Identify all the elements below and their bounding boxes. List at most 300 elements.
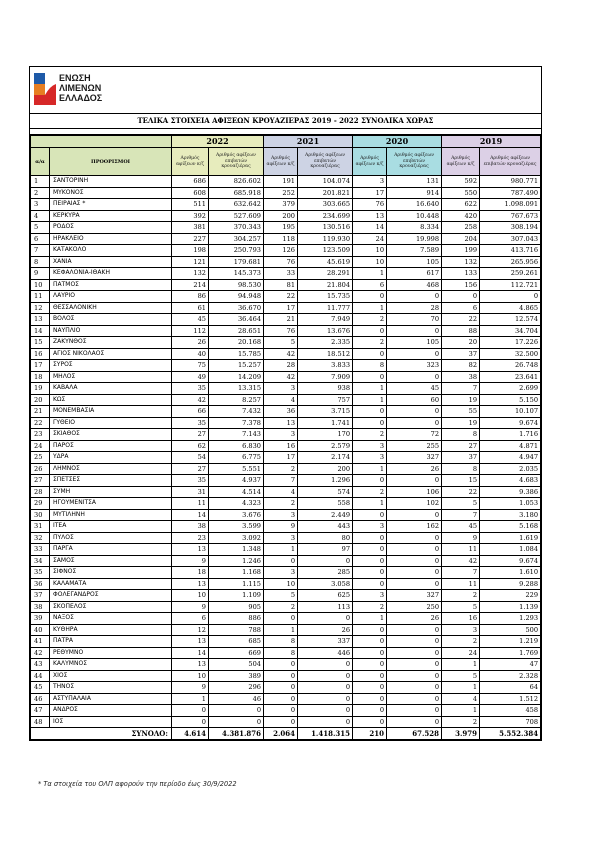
value-cell: 0	[353, 705, 387, 717]
table-row	[31, 693, 541, 705]
value-cell: 14.209	[209, 371, 264, 383]
port-name: ΚΑΒΑΛΑ	[50, 383, 172, 395]
table-row	[31, 486, 541, 498]
value-cell: 6	[353, 279, 387, 291]
value-cell: 1.769	[480, 647, 541, 659]
value-cell: 28	[264, 360, 298, 372]
port-name: ΣΑΜΟΣ	[50, 555, 172, 567]
value-cell: 6	[442, 302, 480, 314]
row-index: 47	[31, 705, 50, 717]
value-cell: 8	[264, 647, 298, 659]
port-name: ΠΥΛΟΣ	[50, 532, 172, 544]
value-cell: 21	[264, 314, 298, 326]
value-cell: 4.683	[480, 475, 541, 487]
port-name: ΚΕΡΚΥΡΑ	[50, 210, 172, 222]
value-cell: 11	[172, 498, 209, 510]
row-index: 36	[31, 578, 50, 590]
value-cell: 16	[264, 440, 298, 452]
value-cell: 36.670	[209, 302, 264, 314]
value-cell: 0	[387, 544, 442, 556]
value-cell: 0	[264, 613, 298, 625]
value-cell: 250	[387, 601, 442, 613]
value-cell: 199	[442, 245, 480, 257]
value-cell: 33	[264, 268, 298, 280]
value-cell: 1	[172, 693, 209, 705]
value-cell: 1.716	[480, 429, 541, 441]
value-cell: 13	[172, 636, 209, 648]
port-name: ΜΥΤΙΛΗΝΗ	[50, 509, 172, 521]
value-cell: 252	[264, 187, 298, 199]
port-name: ΠΕΙΡΑΙΑΣ *	[50, 199, 172, 211]
value-cell: 37	[442, 348, 480, 360]
value-cell: 19.998	[387, 233, 442, 245]
table-row	[31, 394, 541, 406]
value-cell: 20.168	[209, 337, 264, 349]
value-cell: 0	[353, 567, 387, 579]
value-cell: 14	[353, 222, 387, 234]
value-cell: 1	[353, 302, 387, 314]
total-cell: 2.064	[264, 728, 298, 740]
value-cell: 27	[442, 440, 480, 452]
value-cell: 1	[264, 624, 298, 636]
value-cell: 0	[387, 348, 442, 360]
value-cell: 10	[264, 578, 298, 590]
value-cell: 686	[172, 176, 209, 188]
row-index: 13	[31, 314, 50, 326]
table-row	[31, 406, 541, 418]
value-cell: 80	[298, 532, 353, 544]
value-cell: 179.681	[209, 256, 264, 268]
value-cell: 3	[264, 567, 298, 579]
value-cell: 0	[264, 659, 298, 671]
arrivals-header: Αριθμός αφίξεων κ/ζ	[442, 148, 480, 176]
value-cell: 0	[353, 636, 387, 648]
value-cell: 0	[209, 705, 264, 717]
row-index: 29	[31, 498, 50, 510]
value-cell: 0	[264, 693, 298, 705]
value-cell: 7	[442, 567, 480, 579]
value-cell: 7	[442, 383, 480, 395]
row-index: 30	[31, 509, 50, 521]
value-cell: 392	[172, 210, 209, 222]
port-name: ΛΑΥΡΙΟ	[50, 291, 172, 303]
value-cell: 234.699	[298, 210, 353, 222]
table-row	[31, 268, 541, 280]
value-cell: 4.514	[209, 486, 264, 498]
table-row	[31, 498, 541, 510]
port-name: ΥΔΡΑ	[50, 452, 172, 464]
value-cell: 0	[172, 705, 209, 717]
value-cell: 258	[442, 222, 480, 234]
value-cell: 7.949	[298, 314, 353, 326]
value-cell: 0	[353, 659, 387, 671]
table-row	[31, 659, 541, 671]
arrivals-header: Αριθμός αφίξεων κ/ζ	[172, 148, 209, 176]
value-cell: 0	[480, 291, 541, 303]
value-cell: 55	[442, 406, 480, 418]
table-row	[31, 245, 541, 257]
value-cell: 3	[264, 509, 298, 521]
value-cell: 76	[264, 325, 298, 337]
value-cell: 3.092	[209, 532, 264, 544]
value-cell: 1.512	[480, 693, 541, 705]
value-cell: 9	[172, 601, 209, 613]
value-cell: 10.448	[387, 210, 442, 222]
value-cell: 27	[172, 463, 209, 475]
port-name: ΚΑΤΑΚΟΛΟ	[50, 245, 172, 257]
value-cell: 3.833	[298, 360, 353, 372]
value-cell: 0	[387, 509, 442, 521]
value-cell: 38	[442, 371, 480, 383]
table-row	[31, 624, 541, 636]
value-cell: 2	[264, 601, 298, 613]
value-cell: 46	[209, 693, 264, 705]
row-index: 18	[31, 371, 50, 383]
port-name: ΜΥΚΟΝΟΣ	[50, 187, 172, 199]
value-cell: 76	[353, 199, 387, 211]
arrivals-header: Αριθμός αφίξεων κ/ζ	[353, 148, 387, 176]
value-cell: 1.348	[209, 544, 264, 556]
port-name: ΜΟΝΕΜΒΑΣΙΑ	[50, 406, 172, 418]
value-cell: 0	[353, 371, 387, 383]
value-cell: 35	[172, 417, 209, 429]
value-cell: 7.378	[209, 417, 264, 429]
row-index: 44	[31, 670, 50, 682]
table-row	[31, 279, 541, 291]
row-index: 39	[31, 613, 50, 625]
value-cell: 201.821	[298, 187, 353, 199]
port-name: ΧΑΝΙΑ	[50, 256, 172, 268]
port-name: ΙΤΕΑ	[50, 521, 172, 533]
table-row	[31, 682, 541, 694]
value-cell: 1.219	[480, 636, 541, 648]
logo-line: ΛΙΜΕΝΩΝ	[59, 82, 102, 93]
value-cell: 0	[353, 532, 387, 544]
row-index: 28	[31, 486, 50, 498]
value-cell: 22	[264, 291, 298, 303]
port-name: ΣΥΡΟΣ	[50, 360, 172, 372]
table-row	[31, 440, 541, 452]
value-cell: 102	[387, 498, 442, 510]
value-cell: 66	[172, 406, 209, 418]
value-cell: 3	[353, 452, 387, 464]
year-2019-header: 2019	[442, 136, 541, 148]
value-cell: 2.328	[480, 670, 541, 682]
value-cell: 1	[353, 268, 387, 280]
port-name: ΣΥΜΗ	[50, 486, 172, 498]
value-cell: 0	[353, 682, 387, 694]
value-cell: 60	[387, 394, 442, 406]
value-cell: 0	[387, 325, 442, 337]
value-cell: 886	[209, 613, 264, 625]
logo-line: ΕΛΛΑΔΟΣ	[59, 92, 103, 103]
value-cell: 1.139	[480, 601, 541, 613]
value-cell: 38	[172, 521, 209, 533]
value-cell: 0	[298, 716, 353, 728]
value-cell: 632.642	[209, 199, 264, 211]
value-cell: 26	[172, 337, 209, 349]
row-index: 43	[31, 659, 50, 671]
value-cell: 1.741	[298, 417, 353, 429]
value-cell: 98.530	[209, 279, 264, 291]
value-cell: 0	[387, 406, 442, 418]
value-cell: 8	[442, 429, 480, 441]
value-cell: 446	[298, 647, 353, 659]
value-cell: 26	[298, 624, 353, 636]
table-row	[31, 314, 541, 326]
value-cell: 2	[353, 486, 387, 498]
value-cell: 0	[387, 682, 442, 694]
value-cell: 21.804	[298, 279, 353, 291]
value-cell: 70	[387, 314, 442, 326]
table-row	[31, 578, 541, 590]
row-index: 4	[31, 210, 50, 222]
value-cell: 1.610	[480, 567, 541, 579]
total-cell: 1.418.315	[298, 728, 353, 740]
value-cell: 608	[172, 187, 209, 199]
port-name: ΦΟΛΕΓΑΝΔΡΟΣ	[50, 590, 172, 602]
value-cell: 308.194	[480, 222, 541, 234]
row-index: 41	[31, 636, 50, 648]
value-cell: 0	[353, 578, 387, 590]
value-cell: 1.115	[209, 578, 264, 590]
value-cell: 0	[298, 705, 353, 717]
value-cell: 4.871	[480, 440, 541, 452]
table-row	[31, 567, 541, 579]
row-index: 12	[31, 302, 50, 314]
value-cell: 27	[172, 429, 209, 441]
value-cell: 574	[298, 486, 353, 498]
value-cell: 94.948	[209, 291, 264, 303]
value-cell: 980.771	[480, 176, 541, 188]
value-cell: 0	[387, 567, 442, 579]
row-index: 3	[31, 199, 50, 211]
value-cell: 0	[387, 647, 442, 659]
port-name: ΗΡΑΚΛΕΙΟ	[50, 233, 172, 245]
value-cell: 2	[264, 463, 298, 475]
value-cell: 4.937	[209, 475, 264, 487]
value-cell: 1.053	[480, 498, 541, 510]
value-cell: 2.335	[298, 337, 353, 349]
value-cell: 767.673	[480, 210, 541, 222]
value-cell: 170	[298, 429, 353, 441]
value-cell: 0	[298, 693, 353, 705]
value-cell: 255	[387, 440, 442, 452]
table-row	[31, 555, 541, 567]
value-cell: 0	[353, 291, 387, 303]
value-cell: 45	[442, 521, 480, 533]
value-cell: 36	[264, 406, 298, 418]
value-cell: 204	[442, 233, 480, 245]
value-cell: 443	[298, 521, 353, 533]
value-cell: 104.074	[298, 176, 353, 188]
value-cell: 0	[387, 371, 442, 383]
row-index: 2	[31, 187, 50, 199]
value-cell: 14	[172, 647, 209, 659]
value-cell: 214	[172, 279, 209, 291]
value-cell: 0	[353, 348, 387, 360]
value-cell: 15.785	[209, 348, 264, 360]
value-cell: 0	[387, 624, 442, 636]
port-name: ΚΕΦΑΛΟΝΙΑ-ΙΘΑΚΗ	[50, 268, 172, 280]
row-index: 23	[31, 429, 50, 441]
value-cell: 191	[264, 176, 298, 188]
value-cell: 0	[353, 647, 387, 659]
logo-area	[30, 67, 541, 114]
value-cell: 26.748	[480, 360, 541, 372]
value-cell: 14	[172, 509, 209, 521]
value-cell: 0	[353, 716, 387, 728]
row-index: 17	[31, 360, 50, 372]
port-name: ΠΑΤΜΟΣ	[50, 279, 172, 291]
year-2020-header: 2020	[353, 136, 442, 148]
value-cell: 2	[353, 429, 387, 441]
port-name: ΤΗΝΟΣ	[50, 682, 172, 694]
value-cell: 4	[264, 486, 298, 498]
value-cell: 126	[264, 245, 298, 257]
value-cell: 72	[387, 429, 442, 441]
year-2021-header: 2021	[264, 136, 353, 148]
value-cell: 0	[298, 659, 353, 671]
value-cell: 558	[298, 498, 353, 510]
port-name: ΘΕΣΣΑΛΟΝΙΚΗ	[50, 302, 172, 314]
value-cell: 17	[264, 452, 298, 464]
value-cell: 622	[442, 199, 480, 211]
value-cell: 1.293	[480, 613, 541, 625]
value-cell: 40	[172, 348, 209, 360]
value-cell: 0	[353, 624, 387, 636]
value-cell: 10	[172, 590, 209, 602]
value-cell: 28	[387, 302, 442, 314]
value-cell: 5.150	[480, 394, 541, 406]
value-cell: 2	[353, 314, 387, 326]
port-name: ΠΑΡΓΑ	[50, 544, 172, 556]
port-name: ΑΝΔΡΟΣ	[50, 705, 172, 717]
value-cell: 10	[172, 670, 209, 682]
value-cell: 327	[387, 590, 442, 602]
value-cell: 0	[387, 417, 442, 429]
table-row	[31, 291, 541, 303]
value-cell: 0	[298, 613, 353, 625]
value-cell: 0	[264, 705, 298, 717]
value-cell: 42	[172, 394, 209, 406]
port-name: ΧΙΟΣ	[50, 670, 172, 682]
value-cell: 0	[387, 705, 442, 717]
value-cell: 468	[387, 279, 442, 291]
value-cell: 133	[442, 268, 480, 280]
port-header: ΠΡΟΟΡΙΣΜΟΙ	[50, 148, 172, 176]
total-cell: 3.979	[442, 728, 480, 740]
value-cell: 381	[172, 222, 209, 234]
row-index: 46	[31, 693, 50, 705]
value-cell: 26	[387, 613, 442, 625]
value-cell: 28.651	[209, 325, 264, 337]
value-cell: 617	[387, 268, 442, 280]
value-cell: 370.343	[209, 222, 264, 234]
logo-line: ΕΝΩΣΗ	[59, 73, 91, 83]
value-cell: 42	[442, 555, 480, 567]
value-cell: 323	[387, 360, 442, 372]
value-cell: 500	[480, 624, 541, 636]
table-row	[31, 475, 541, 487]
value-cell: 37	[442, 452, 480, 464]
passengers-header: Αριθμός αφίξεων επιβατών κρουαζιέρας	[480, 148, 541, 176]
value-cell: 105	[387, 337, 442, 349]
stats-sheet	[29, 66, 542, 741]
value-cell: 82	[442, 360, 480, 372]
table-row	[31, 417, 541, 429]
value-cell: 1	[442, 659, 480, 671]
value-cell: 0	[353, 406, 387, 418]
value-cell: 511	[172, 199, 209, 211]
value-cell: 121	[172, 256, 209, 268]
value-cell: 303.665	[298, 199, 353, 211]
value-cell: 3.058	[298, 578, 353, 590]
cruise-arrivals-table	[30, 135, 541, 740]
total-label: ΣΥΝΟΛΟ:	[31, 728, 172, 740]
row-index: 31	[31, 521, 50, 533]
value-cell: 0	[264, 555, 298, 567]
table-row	[31, 636, 541, 648]
value-cell: 1.084	[480, 544, 541, 556]
value-cell: 81	[264, 279, 298, 291]
value-cell: 0	[353, 325, 387, 337]
row-index: 16	[31, 348, 50, 360]
passengers-header: Αριθμός αφίξεων επιβατών κρουαζιέρας	[209, 148, 264, 176]
row-index: 19	[31, 383, 50, 395]
value-cell: 5	[442, 670, 480, 682]
total-cell: 4.614	[172, 728, 209, 740]
total-cell: 4.381.876	[209, 728, 264, 740]
total-cell: 5.552.384	[480, 728, 541, 740]
value-cell: 5	[264, 590, 298, 602]
value-cell: 13	[172, 544, 209, 556]
value-cell: 112.721	[480, 279, 541, 291]
value-cell: 131	[387, 176, 442, 188]
value-cell: 42	[264, 371, 298, 383]
value-cell: 3	[353, 440, 387, 452]
port-name: ΚΑΛΥΜΝΟΣ	[50, 659, 172, 671]
row-index: 5	[31, 222, 50, 234]
value-cell: 1	[442, 682, 480, 694]
value-cell: 7.432	[209, 406, 264, 418]
row-index: 32	[31, 532, 50, 544]
value-cell: 3	[442, 624, 480, 636]
value-cell: 3	[264, 532, 298, 544]
value-cell: 625	[298, 590, 353, 602]
value-cell: 5	[442, 601, 480, 613]
value-cell: 550	[442, 187, 480, 199]
value-cell: 119.930	[298, 233, 353, 245]
row-index: 20	[31, 394, 50, 406]
table-title: ΤΕΛΙΚΑ ΣΤΟΙΧΕΙΑ ΑΦΙΞΕΩΝ ΚΡΟΥΑΖΙΕΡΑΣ 2019 - 2022 ΣΥΝΟΛΙΚΑ ΧΩΡΑΣ	[30, 114, 541, 129]
row-index: 6	[31, 233, 50, 245]
blank-header-cell	[31, 136, 172, 148]
value-cell: 938	[298, 383, 353, 395]
value-cell: 527.609	[209, 210, 264, 222]
value-cell: 16.640	[387, 199, 442, 211]
value-cell: 0	[387, 659, 442, 671]
value-cell: 0	[442, 291, 480, 303]
row-index: 11	[31, 291, 50, 303]
value-cell: 2	[353, 337, 387, 349]
value-cell: 0	[264, 716, 298, 728]
row-index: 35	[31, 567, 50, 579]
value-cell: 10	[353, 245, 387, 257]
value-cell: 17.226	[480, 337, 541, 349]
value-cell: 198	[172, 245, 209, 257]
value-cell: 123.509	[298, 245, 353, 257]
